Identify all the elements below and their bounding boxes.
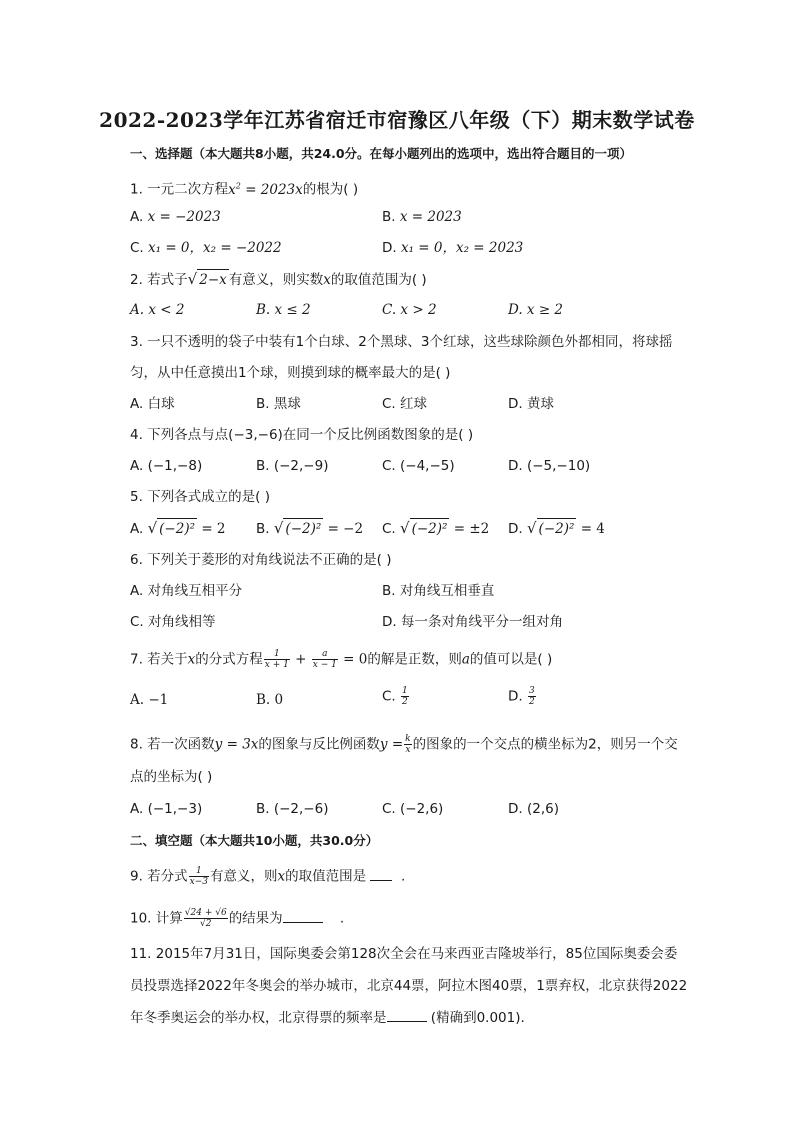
q8-option-c[interactable]: C. (−2,6): [382, 801, 444, 817]
q6-option-b[interactable]: B. 对角线互相垂直: [382, 583, 495, 599]
q11-answer-blank[interactable]: [387, 1021, 427, 1022]
sqrt-icon: √: [400, 519, 410, 537]
question-3-line2: 匀，从中任意摸出1个球，则摸到球的概率最大的是( ): [130, 365, 451, 381]
q2-option-b[interactable]: B. x ≤ 2: [256, 302, 311, 318]
question-11-line2: 员投票选择2022年冬奥会的举办城市，北京44票，阿拉木图40票，1票弃权，北京获得2022: [130, 978, 688, 994]
q8-option-a[interactable]: A. (−1,−3): [130, 801, 203, 817]
section-fill-header: 二、填空题（本大题共10小题，共30.0分）: [130, 833, 379, 848]
q8-option-d[interactable]: D. (2,6): [508, 801, 559, 817]
q7-fraction-2: $\frac{a}{x - 1}$: [312, 649, 337, 670]
question-1: [130, 176, 358, 200]
section-choice-header: 一、选择题（本大题共8小题，共24.0分。在每小题列出的选项中，选出符合题目的一项）: [130, 146, 633, 161]
q5-option-a[interactable]: A. √ (−2)² = 2: [130, 519, 226, 537]
question-7: 7. 若关于x的分式方程 $\frac{1}{x + 1}$ + $\frac{a}{x - 1}$ = 0的解是正数，则a的值可以是( ): [130, 649, 553, 670]
q3-option-c[interactable]: C. 红球: [382, 396, 428, 412]
q10-fraction: $\frac{√24 + √6}{√2}$: [184, 908, 227, 929]
question-9: 9. 若分式 $\frac{1}{x-3}$ 有意义，则x的取值范围是 .: [130, 866, 406, 887]
question-10: 10. 计算 $\frac{√24 + √6}{√2}$ 的结果为 .: [130, 908, 345, 929]
q6-option-a[interactable]: A. 对角线互相平分: [130, 583, 243, 599]
q8-option-b[interactable]: B. (−2,−6): [256, 801, 329, 817]
q1-stem-end: 的根为( ): [302, 181, 359, 198]
question-3-line1: 3. 一只不透明的袋子中装有1个白球、2个黑球、3个红球，这些球除颜色外都相同，将球摇: [130, 334, 673, 350]
q3-option-b[interactable]: B. 黑球: [256, 396, 301, 412]
q1-equation: $x^2 = 2023x$: [228, 181, 303, 198]
q3-option-a[interactable]: A. 白球: [130, 396, 175, 412]
q2-option-c[interactable]: C. x > 2: [382, 302, 437, 318]
q1-stem: 1. 一元二次方程: [130, 181, 229, 198]
q7-option-b[interactable]: B. 0: [256, 692, 284, 708]
q6-option-d[interactable]: D. 每一条对角线平分一组对角: [382, 614, 563, 630]
q7-option-a[interactable]: A. −1: [130, 692, 169, 708]
q5-option-d[interactable]: D. √ (−2)² = 4: [508, 519, 605, 537]
exam-title: 2022-2023学年江苏省宿迁市宿豫区八年级（下）期末数学试卷: [99, 108, 695, 132]
q2-radicand: 2−x: [197, 269, 229, 290]
q1-option-b[interactable]: B. x = 2023: [382, 209, 462, 225]
question-4: 4. 下列各点与点(−3,−6)在同一个反比例函数图象的是( ): [130, 427, 474, 443]
q4-option-a[interactable]: A. (−1,−8): [130, 458, 203, 474]
q6-option-c[interactable]: C. 对角线相等: [130, 614, 216, 630]
q7-option-c[interactable]: C. $\frac{1}{2}$: [382, 686, 408, 707]
q7-option-d[interactable]: D. $\frac{3}{2}$: [508, 686, 535, 707]
q9-answer-blank[interactable]: [370, 880, 392, 881]
question-8-line2: 点的坐标为( ): [130, 769, 213, 785]
q3-option-d[interactable]: D. 黄球: [508, 396, 554, 412]
q2-option-d[interactable]: D. x ≥ 2: [508, 302, 564, 318]
q1-option-c[interactable]: C. x₁ = 0，x₂ = −2022: [130, 240, 282, 256]
sqrt-icon: √: [147, 519, 158, 537]
q1-option-d[interactable]: D. x₁ = 0，x₂ = 2023: [382, 240, 524, 256]
question-6: 6. 下列关于菱形的对角线说法不正确的是( ): [130, 552, 392, 568]
question-11-line1: 11. 2015年7月31日，国际奥委会第128次全会在马来西亚吉隆坡举行，85位国际奥委会委: [130, 946, 678, 962]
sqrt-icon: √: [526, 519, 537, 537]
q4-option-d[interactable]: D. (−5,−10): [508, 458, 591, 474]
q2-option-a[interactable]: A. x < 2: [130, 302, 185, 318]
question-2: 2. 若式子√ 2−x 有意义，则实数x的取值范围为( ): [130, 270, 427, 288]
q10-answer-blank[interactable]: [283, 922, 323, 923]
question-11-line3: 年冬季奥运会的举办权，北京得票的频率是 (精确到0.001).: [130, 1010, 525, 1026]
q8-fraction: $\frac{k}{x}$: [405, 734, 411, 755]
q9-fraction: $\frac{1}{x-3}$: [189, 866, 209, 887]
q4-option-c[interactable]: C. (−4,−5): [382, 458, 455, 474]
q5-option-c[interactable]: C. √ (−2)² = ±2: [382, 519, 490, 537]
question-5: 5. 下列各式成立的是( ): [130, 489, 270, 505]
sqrt-icon: √: [273, 519, 284, 537]
q5-option-b[interactable]: B. √ (−2)² = −2: [256, 519, 364, 537]
q1-option-a[interactable]: A. x = −2023: [130, 209, 221, 225]
q4-option-b[interactable]: B. (−2,−9): [256, 458, 329, 474]
sqrt-icon: √: [187, 270, 198, 288]
q7-fraction-1: $\frac{1}{x + 1}$: [264, 649, 289, 670]
question-8-line1: 8. 若一次函数y = 3x的图象与反比例函数y = $\frac{k}{x}$ 的图象的一个交点的横坐标为2，则另一个交: [130, 734, 678, 755]
